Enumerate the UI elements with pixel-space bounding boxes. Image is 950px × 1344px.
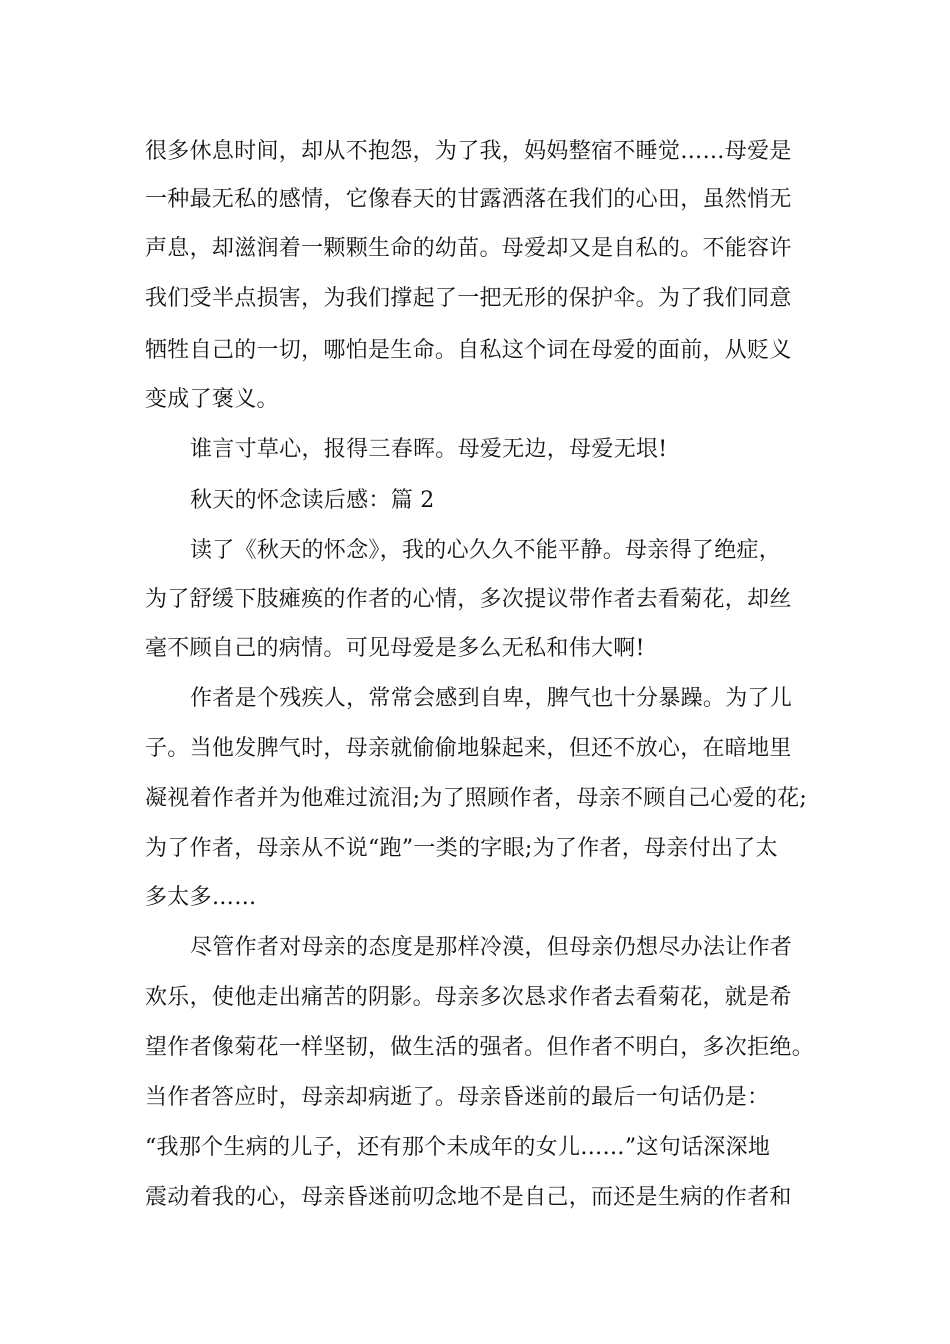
text-line: 作者是个残疾人，常常会感到自卑，脾气也十分暴躁。为了儿	[190, 686, 793, 711]
text-line: 欢乐，使他走出痛苦的阴影。母亲多次恳求作者去看菊花，就是希	[145, 985, 792, 1010]
text-line: 尽管作者对母亲的态度是那样冷漠，但母亲仍想尽办法让作者	[190, 935, 793, 960]
text-line: 震动着我的心，母亲昏迷前叨念地不是自己，而还是生病的作者和	[145, 1185, 792, 1210]
text-line: 我们受半点损害，为我们撑起了一把无形的保护伞。为了我们同意	[145, 286, 792, 311]
text-line: 多太多……	[145, 885, 257, 910]
text-line: 子。当他发脾气时，母亲就偷偷地躲起来，但还不放心，在暗地里	[145, 736, 792, 761]
text-line: 声息，却滋润着一颗颗生命的幼苗。母爱却又是自私的。不能容许	[145, 236, 792, 261]
text-line: 牺牲自己的一切，哪怕是生命。自私这个词在母爱的面前，从贬义	[145, 338, 792, 363]
text-line: 凝视着作者并为他难过流泪;为了照顾作者，母亲不顾自己心爱的花;	[145, 786, 808, 811]
text-line: 一种最无私的感情，它像春天的甘露洒落在我们的心田，虽然悄无	[145, 187, 792, 212]
text-line: 谁言寸草心，报得三春晖。母爱无边，母爱无垠!	[190, 437, 668, 462]
text-line: 变成了褒义。	[145, 387, 279, 412]
text-line: 读了《秋天的怀念》，我的心久久不能平静。母亲得了绝症，	[190, 538, 782, 563]
text-line: “我那个生病的儿子，还有那个未成年的女儿……”这句话深深地	[145, 1135, 771, 1160]
text-line: 毫不顾自己的病情。可见母爱是多么无私和伟大啊!	[145, 636, 645, 661]
text-line: 望作者像菊花一样坚韧，做生活的强者。但作者不明白，多次拒绝。	[145, 1035, 815, 1060]
text-line: 很多休息时间，却从不抱怨，为了我，妈妈整宿不睡觉……母爱是	[145, 139, 792, 164]
text-line: 为了作者，母亲从不说“跑”一类的字眼;为了作者，母亲付出了太	[145, 836, 778, 861]
text-line: 当作者答应时，母亲却病逝了。母亲昏迷前的最后一句话仍是：	[145, 1085, 770, 1110]
text-line: 为了舒缓下肢瘫痪的作者的心情，多次提议带作者去看菊花，却丝	[145, 587, 792, 612]
section-heading: 秋天的怀念读后感：篇 2	[190, 488, 435, 513]
